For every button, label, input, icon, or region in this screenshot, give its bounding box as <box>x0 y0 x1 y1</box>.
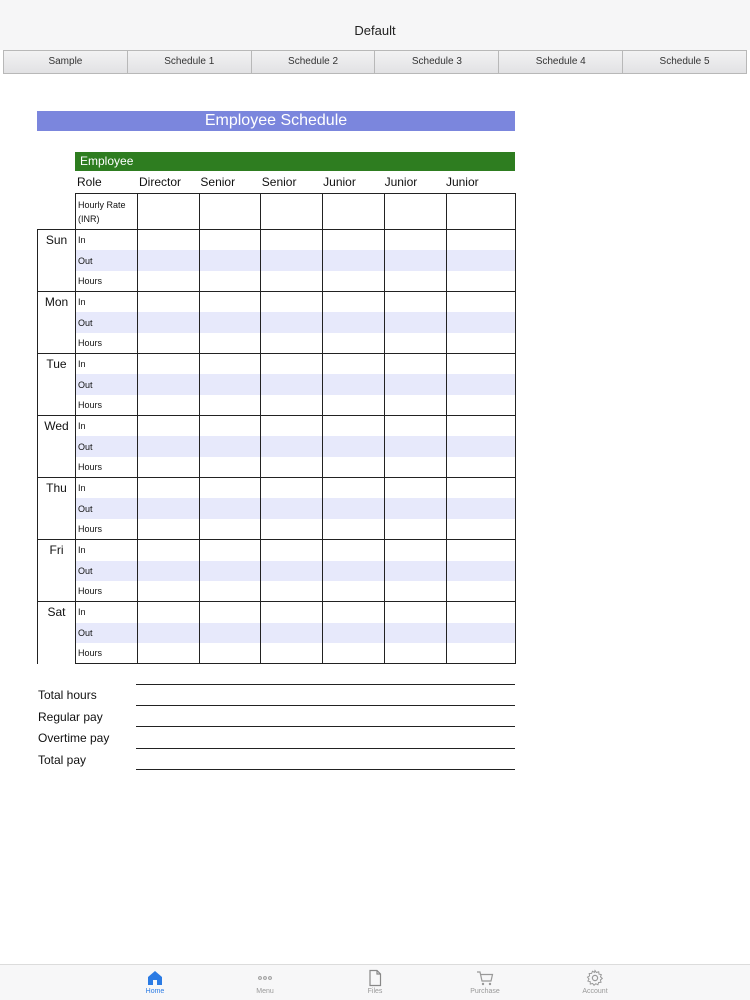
day-label: Tue <box>38 354 76 416</box>
day-label: Thu <box>38 478 76 540</box>
row-label-out: Out <box>76 312 138 333</box>
schedule-row-hours <box>38 333 516 354</box>
time-cell[interactable] <box>138 354 200 375</box>
time-cell[interactable] <box>323 623 385 644</box>
row-label-in: In <box>76 602 138 623</box>
time-cell[interactable] <box>200 374 261 395</box>
cart-icon <box>476 969 494 987</box>
total-hours-label: Total hours <box>38 688 97 702</box>
time-cell[interactable] <box>200 623 261 644</box>
time-cell[interactable] <box>447 498 516 519</box>
time-cell[interactable] <box>138 230 200 251</box>
time-cell[interactable] <box>200 643 261 664</box>
hourly-rate-label: Hourly Rate (INR) <box>76 194 138 230</box>
row-label-hours: Hours <box>76 457 138 478</box>
time-cell[interactable] <box>138 436 200 457</box>
time-cell[interactable] <box>323 395 385 416</box>
time-cell[interactable] <box>323 271 385 292</box>
time-cell[interactable] <box>261 498 323 519</box>
time-cell[interactable] <box>200 519 261 540</box>
time-cell[interactable] <box>447 540 516 561</box>
time-cell[interactable] <box>323 374 385 395</box>
time-cell[interactable] <box>138 395 200 416</box>
time-cell[interactable] <box>261 457 323 478</box>
time-cell[interactable] <box>138 498 200 519</box>
time-cell[interactable] <box>385 457 447 478</box>
time-cell[interactable] <box>385 643 447 664</box>
time-cell[interactable] <box>447 271 516 292</box>
row-label-hours: Hours <box>76 519 138 540</box>
time-cell[interactable] <box>385 250 447 271</box>
time-cell[interactable] <box>200 602 261 623</box>
time-cell[interactable] <box>385 354 447 375</box>
total-hours-row[interactable] <box>37 684 515 706</box>
time-cell[interactable] <box>385 498 447 519</box>
home-icon <box>146 969 164 987</box>
time-cell[interactable] <box>447 457 516 478</box>
time-cell[interactable] <box>261 250 323 271</box>
time-cell[interactable] <box>200 561 261 582</box>
time-cell[interactable] <box>261 478 323 499</box>
time-cell[interactable] <box>200 540 261 561</box>
schedule-row-out <box>38 498 516 519</box>
nav-files[interactable]: Files <box>320 965 430 1000</box>
time-cell[interactable] <box>447 623 516 644</box>
time-cell[interactable] <box>385 312 447 333</box>
row-label-hours: Hours <box>76 333 138 354</box>
time-cell[interactable] <box>261 333 323 354</box>
time-cell[interactable] <box>447 602 516 623</box>
tab-schedule-5[interactable]: Schedule 5 <box>623 51 746 73</box>
time-cell[interactable] <box>447 519 516 540</box>
time-cell[interactable] <box>323 312 385 333</box>
time-cell[interactable] <box>323 333 385 354</box>
time-cell[interactable] <box>385 478 447 499</box>
gear-icon <box>586 969 604 987</box>
bottom-navigation <box>0 964 750 1000</box>
rate-cell[interactable] <box>138 194 200 230</box>
row-label-in: In <box>76 230 138 251</box>
time-cell[interactable] <box>200 395 261 416</box>
time-cell[interactable] <box>447 374 516 395</box>
time-cell[interactable] <box>447 581 516 602</box>
time-cell[interactable] <box>200 478 261 499</box>
time-cell[interactable] <box>447 561 516 582</box>
schedule-row-out <box>38 436 516 457</box>
window-title: Default <box>0 0 750 50</box>
tab-schedule-2[interactable]: Schedule 2 <box>252 51 376 73</box>
time-cell[interactable] <box>138 643 200 664</box>
time-cell[interactable] <box>261 519 323 540</box>
schedule-row-hours <box>38 581 516 602</box>
role-cell[interactable]: Junior <box>445 175 479 189</box>
day-label: Sun <box>38 230 76 292</box>
schedule-row-in <box>38 292 516 313</box>
time-cell[interactable] <box>200 498 261 519</box>
time-cell[interactable] <box>323 561 385 582</box>
time-cell[interactable] <box>385 519 447 540</box>
time-cell[interactable] <box>447 395 516 416</box>
schedule-row-hours <box>38 395 516 416</box>
time-cell[interactable] <box>447 333 516 354</box>
time-cell[interactable] <box>138 561 200 582</box>
time-cell[interactable] <box>323 498 385 519</box>
time-cell[interactable] <box>138 271 200 292</box>
employee-header: Employee <box>75 152 515 171</box>
more-dots-icon <box>256 969 274 987</box>
rate-cell[interactable] <box>200 194 261 230</box>
blank-cell <box>38 194 76 230</box>
role-cell[interactable]: Senior <box>200 175 236 189</box>
schedule-row-in <box>38 354 516 375</box>
time-cell[interactable] <box>138 623 200 644</box>
time-cell[interactable] <box>385 230 447 251</box>
rate-cell[interactable] <box>323 194 385 230</box>
time-cell[interactable] <box>138 602 200 623</box>
time-cell[interactable] <box>261 623 323 644</box>
time-cell[interactable] <box>138 416 200 437</box>
row-label-in: In <box>76 292 138 313</box>
time-cell[interactable] <box>385 581 447 602</box>
time-cell[interactable] <box>138 540 200 561</box>
schedule-row-in <box>38 602 516 623</box>
time-cell[interactable] <box>323 250 385 271</box>
time-cell[interactable] <box>261 602 323 623</box>
row-label-hours: Hours <box>76 395 138 416</box>
tab-schedule-3[interactable]: Schedule 3 <box>375 51 499 73</box>
schedule-row-out <box>38 312 516 333</box>
time-cell[interactable] <box>261 374 323 395</box>
schedule-row-hours <box>38 457 516 478</box>
day-label: Fri <box>38 540 76 602</box>
time-cell[interactable] <box>200 333 261 354</box>
rate-cell[interactable] <box>261 194 323 230</box>
role-row <box>75 173 515 191</box>
time-cell[interactable] <box>261 312 323 333</box>
nav-home[interactable]: Home <box>100 965 210 1000</box>
schedule-row-hours <box>38 519 516 540</box>
row-label-in: In <box>76 478 138 499</box>
time-cell[interactable] <box>385 292 447 313</box>
schedule-grid <box>37 193 516 664</box>
row-label-out: Out <box>76 374 138 395</box>
role-cell[interactable]: Director <box>139 175 182 189</box>
time-cell[interactable] <box>138 374 200 395</box>
day-label: Sat <box>38 602 76 664</box>
time-cell[interactable] <box>447 250 516 271</box>
time-cell[interactable] <box>200 436 261 457</box>
time-cell[interactable] <box>261 436 323 457</box>
schedule-row-out <box>38 623 516 644</box>
day-label: Mon <box>38 292 76 354</box>
schedule-row-in <box>38 416 516 437</box>
overtime-pay-row[interactable] <box>37 727 515 749</box>
time-cell[interactable] <box>200 292 261 313</box>
row-label-hours: Hours <box>76 643 138 664</box>
rate-cell[interactable] <box>447 194 516 230</box>
row-label-in: In <box>76 540 138 561</box>
time-cell[interactable] <box>200 230 261 251</box>
nav-account[interactable]: Account <box>540 965 650 1000</box>
time-cell[interactable] <box>200 581 261 602</box>
time-cell[interactable] <box>138 312 200 333</box>
time-cell[interactable] <box>385 333 447 354</box>
time-cell[interactable] <box>323 230 385 251</box>
time-cell[interactable] <box>138 292 200 313</box>
schedule-row-out <box>38 561 516 582</box>
row-label-out: Out <box>76 561 138 582</box>
time-cell[interactable] <box>261 271 323 292</box>
time-cell[interactable] <box>385 540 447 561</box>
time-cell[interactable] <box>261 416 323 437</box>
role-cell[interactable]: Senior <box>261 175 297 189</box>
row-label-out: Out <box>76 498 138 519</box>
time-cell[interactable] <box>447 312 516 333</box>
time-cell[interactable] <box>261 561 323 582</box>
rate-cell[interactable] <box>385 194 447 230</box>
time-cell[interactable] <box>323 354 385 375</box>
time-cell[interactable] <box>138 250 200 271</box>
time-cell[interactable] <box>200 250 261 271</box>
time-cell[interactable] <box>385 602 447 623</box>
file-icon <box>366 969 384 987</box>
time-cell[interactable] <box>447 230 516 251</box>
time-cell[interactable] <box>447 478 516 499</box>
row-label-in: In <box>76 416 138 437</box>
time-cell[interactable] <box>447 643 516 664</box>
time-cell[interactable] <box>261 395 323 416</box>
time-cell[interactable] <box>323 292 385 313</box>
time-cell[interactable] <box>323 581 385 602</box>
schedule-row-in <box>38 478 516 499</box>
role-cell[interactable]: Junior <box>384 175 418 189</box>
time-cell[interactable] <box>323 457 385 478</box>
row-label-out: Out <box>76 250 138 271</box>
row-label-in: In <box>76 354 138 375</box>
time-cell[interactable] <box>200 354 261 375</box>
time-cell[interactable] <box>447 354 516 375</box>
time-cell[interactable] <box>200 457 261 478</box>
tab-schedule-4[interactable]: Schedule 4 <box>499 51 623 73</box>
time-cell[interactable] <box>323 519 385 540</box>
schedule-row-out <box>38 250 516 271</box>
time-cell[interactable] <box>200 312 261 333</box>
time-cell[interactable] <box>261 292 323 313</box>
time-cell[interactable] <box>138 478 200 499</box>
time-cell[interactable] <box>385 623 447 644</box>
time-cell[interactable] <box>323 540 385 561</box>
regular-pay-row[interactable] <box>37 706 515 728</box>
sheet-tabs <box>3 50 747 74</box>
row-label-out: Out <box>76 623 138 644</box>
role-cell[interactable]: Junior <box>323 175 356 189</box>
time-cell[interactable] <box>447 292 516 313</box>
regular-pay-label: Regular pay <box>38 709 103 724</box>
overtime-pay-label: Overtime pay <box>38 731 110 745</box>
time-cell[interactable] <box>138 333 200 354</box>
time-cell[interactable] <box>261 540 323 561</box>
row-label-hours: Hours <box>76 271 138 292</box>
time-cell[interactable] <box>138 581 200 602</box>
schedule-row-hours <box>38 271 516 292</box>
nav-purchase[interactable]: Purchase <box>430 965 540 1000</box>
total-pay-row[interactable] <box>37 749 515 771</box>
time-cell[interactable] <box>261 354 323 375</box>
time-cell[interactable] <box>323 436 385 457</box>
time-cell[interactable] <box>323 602 385 623</box>
time-cell[interactable] <box>385 436 447 457</box>
schedule-row-out <box>38 374 516 395</box>
time-cell[interactable] <box>323 478 385 499</box>
row-label-hours: Hours <box>76 581 138 602</box>
tab-sample[interactable]: Sample <box>4 51 128 73</box>
time-cell[interactable] <box>138 519 200 540</box>
schedule-row-in <box>38 230 516 251</box>
time-cell[interactable] <box>261 230 323 251</box>
time-cell[interactable] <box>447 416 516 437</box>
time-cell[interactable] <box>261 581 323 602</box>
time-cell[interactable] <box>323 643 385 664</box>
time-cell[interactable] <box>385 561 447 582</box>
time-cell[interactable] <box>385 374 447 395</box>
time-cell[interactable] <box>447 436 516 457</box>
pay-summary <box>37 684 515 770</box>
schedule-row-hours <box>38 643 516 664</box>
time-cell[interactable] <box>385 395 447 416</box>
role-label: Role <box>77 175 102 189</box>
time-cell[interactable] <box>323 416 385 437</box>
tab-schedule-1[interactable]: Schedule 1 <box>128 51 252 73</box>
time-cell[interactable] <box>385 416 447 437</box>
total-pay-label: Total pay <box>38 752 87 767</box>
sheet-title: Employee Schedule <box>37 111 515 131</box>
schedule-row-in <box>38 540 516 561</box>
time-cell[interactable] <box>261 643 323 664</box>
time-cell[interactable] <box>385 271 447 292</box>
row-label-out: Out <box>76 436 138 457</box>
time-cell[interactable] <box>200 416 261 437</box>
time-cell[interactable] <box>200 271 261 292</box>
day-label: Wed <box>38 416 76 478</box>
nav-menu[interactable]: Menu <box>210 965 320 1000</box>
time-cell[interactable] <box>138 457 200 478</box>
